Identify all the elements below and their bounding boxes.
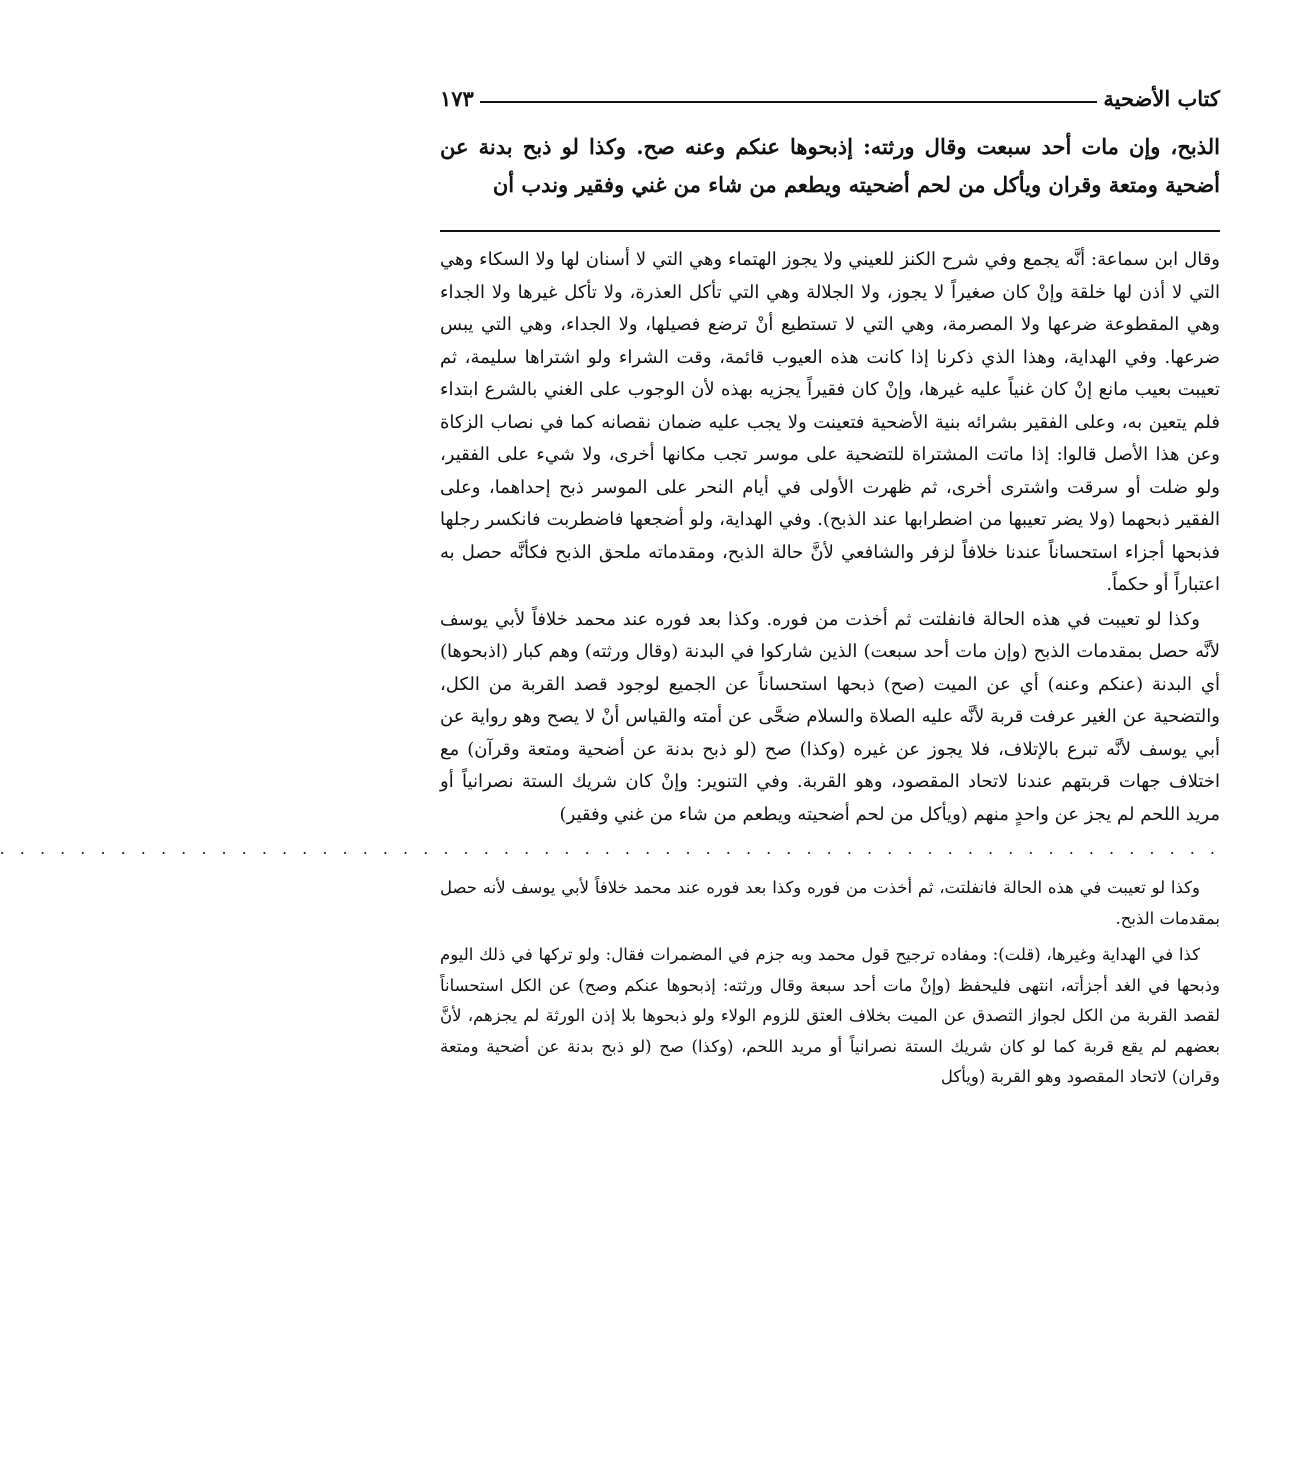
page-number: ١٧٣	[440, 85, 474, 111]
footnote-commentary	[440, 873, 1220, 1093]
commentary	[440, 244, 1220, 831]
header-rule	[480, 101, 1098, 103]
dotted-separator: . . . . . . . . . . . . . . . . . . . . . . . . . . . . . . . . . . . . . . . . . . . . . . . . . . . . . . . . . . . . .	[0, 839, 1220, 858]
main-text	[440, 128, 1220, 204]
section-divider	[440, 230, 1220, 232]
commentary-paragraph-1: وقال ابن سماعة: أنَّه يجمع وفي شرح الكنز للعيني ولا يجوز الهتماء وهي التي لا أسنان لها ولا السكاء وهي التي لا أذن لها خلقة وإنْ كان صغيراً لا يجوز، ولا الجلالة وهي التي تأكل العذرة، ولا تأكل غيرها ولا الجداء وهي المقطوعة ضرعها ولا المصرمة، وهي التي لا تستطيع أنْ ترضع فصيلها، ولا الجداء، وهي التي يبس ضرعها. وفي الهداية، وهذا الذي ذكرنا إذا كانت هذه العيوب قائمة، وقت الشراء ولو اشتراها سليمة، ثم تعيبت بعيب مانع إنْ كان غنياً عليه غيرها، وإنْ كان فقيراً يجزيه بهذه لأن الوجوب على الغني بالشرع ابتداء فلم يتعين به، وعلى الفقير بشرائه بنية الأضحية فتعينت ولا يجب عليه ضمان نقصانه كما في نصاب الزكاة وعن هذا الأصل قالوا: إذا ماتت المشتراة للتضحية على موسر تجب مكانها أخرى، ولا شيء على الفقير، ولو ضلت أو سرقت واشترى أخرى، ثم ظهرت الأولى في أيام النحر على الموسر ذبح إحداهما، وعلى الفقير ذبحهما (ولا يضر تعيبها من اضطرابها عند الذبح). وفي الهداية، ولو أضجعها فاضطربت فانكسر رجلها فذبحها أجزاء استحساناً عندنا خلافاً لزفر والشافعي لأنَّ حالة الذبح، ومقدماته ملحق الذبح فكأنَّه حصل به اعتباراً أو حكماً.	[440, 249, 1220, 595]
chapter-title: كتاب الأضحية	[1103, 85, 1220, 111]
running-header	[440, 78, 1220, 118]
main-text-paragraph: الذبح، وإن مات أحد سبعت وقال ورثته: إذبحوها عنكم وعنه صح. وكذا لو ذبح بدنة عن أضحية ومتعة وقران ويأكل من لحم أضحيته ويطعم من شاء من غني وفقير وندب أن	[440, 134, 1220, 197]
footnote-paragraph-2: كذا في الهداية وغيرها، (قلت): ومفاده ترجيح قول محمد وبه جزم في المضمرات فقال: ولو تركها في ذلك اليوم وذبحها في الغد أجزأته، انتهى فليحفظ (وإنْ مات أحد سبعة وقال ورثته: إذبحوها عنكم وصح) عن الكل استحساناً لقصد القربة من الكل لجواز التصدق عن الميت بخلاف العتق للزوم الولاء ولو ذبحوها بلا إذن الورثة لم يجزهم، لأنَّ بعضهم لم يقع قربة كما لو كان شريك الستة نصرانياً أو مريد اللحم، (وكذا) صح (لو ذبح بدنة عن أضحية ومتعة وقران) لاتحاد المقصود وهو القربة (ويأكل	[440, 945, 1220, 1086]
footnote-paragraph-1: وكذا لو تعيبت في هذه الحالة فانفلتت، ثم أخذت من فوره وكذا بعد فوره عند محمد خلافاً لأبي يوسف لأنه حصل بمقدمات الذبح.	[440, 878, 1220, 928]
commentary-paragraph-2: وكذا لو تعيبت في هذه الحالة فانفلتت ثم أخذت من فوره. وكذا بعد فوره عند محمد خلافاً لأبي يوسف لأنَّه حصل بمقدمات الذبح (وإن مات أحد سبعت) الذين شاركوا في البدنة (وقال ورثته) وهم كبار (اذبحوها) أي البدنة (عنكم وعنه) أي عن الميت (صح) ذبحها استحساناً عن الجميع لوجود قصد القربة من الكل، والتضحية عن الغير عرفت قربة لأنَّه عليه الصلاة والسلام ضحَّى عن أمته والقياس أنْ لا يصح وهو رواية عن أبي يوسف لأنَّه تبرع بالإتلاف، فلا يجوز عن غيره (وكذا) صح (لو ذبح بدنة عن أضحية ومتعة وقرآن) مع اختلاف جهات قربتهم عندنا لاتحاد المقصود، وهو القربة. وفي التنوير: وإنْ كان شريك الستة نصرانياً أو مريد اللحم لم يجز عن واحدٍ منهم (ويأكل من لحم أضحيته ويطعم من شاء من غني وفقير)	[440, 608, 1220, 825]
book-page	[0, 78, 1220, 1468]
